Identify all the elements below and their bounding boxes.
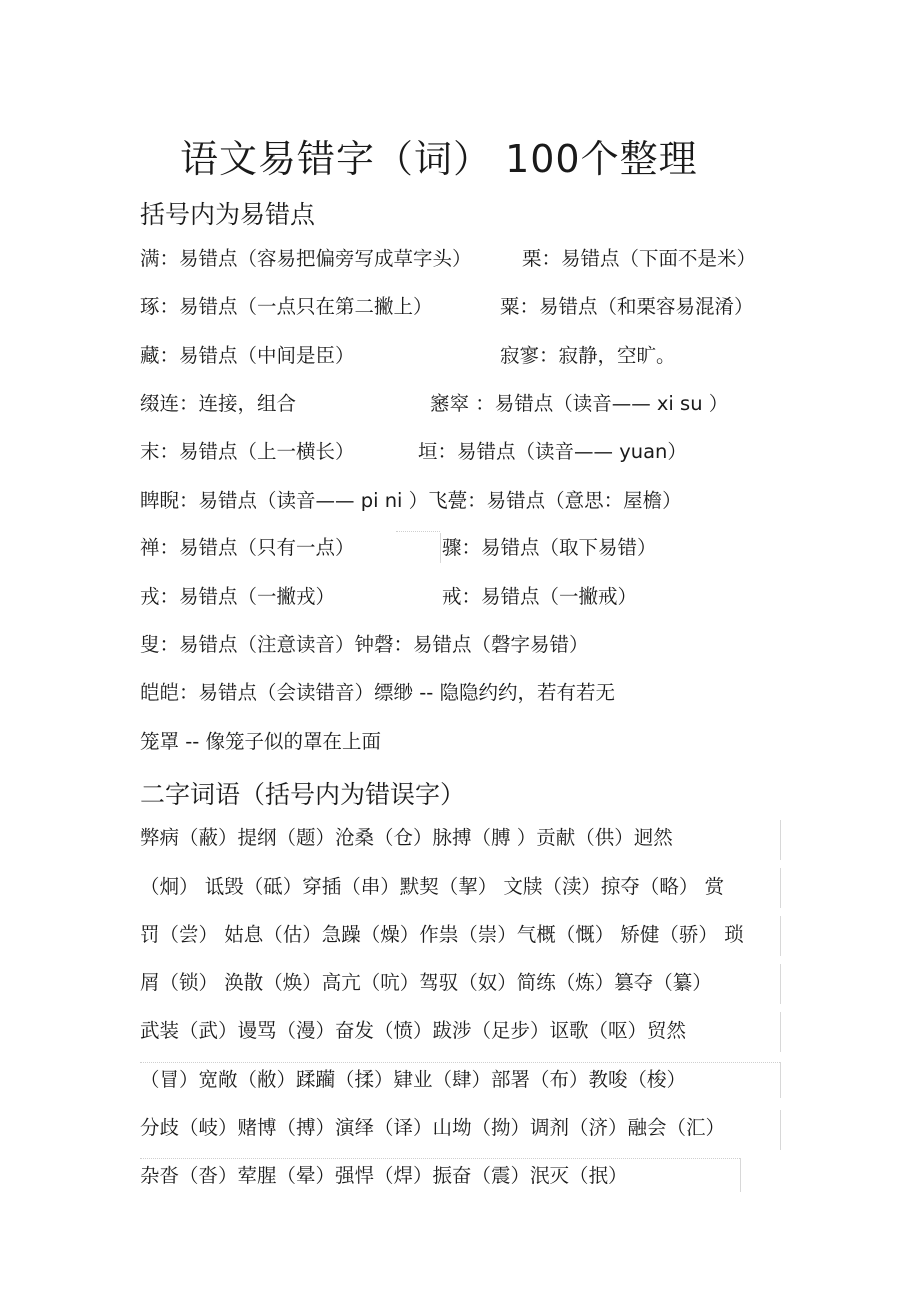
word-line: 杂沓（沓）荤腥（晕）强悍（焊）振奋（震）泯灭（抿） xyxy=(140,1164,628,1187)
word-line: 分歧（岐）赌博（搏）演绎（译）山坳（拗）调剂（济）融会（汇） xyxy=(140,1116,726,1139)
entry-row xyxy=(140,727,381,757)
divider xyxy=(740,1158,741,1192)
word-line: 罚（尝） 姑息（估）急躁（燥）作祟（崇）气概（慨） 矫健（骄） 琐 xyxy=(140,923,744,946)
word-line: 弊病（蔽）提纲（题）沧桑（仓）脉搏（膊 ）贡献（供）迥然 xyxy=(140,826,673,849)
word-line: （炯） 诋毁（砥）穿插（串）默契（挈） 文牍（渎）掠夺（略） 赏 xyxy=(140,875,725,898)
section-heading-1: 括号内为易错点 xyxy=(140,200,316,229)
entry-row xyxy=(140,533,355,563)
entry-left: 睥睨：易错点（读音—— pi ni ）飞甍：易错点（意思：屋檐） xyxy=(140,489,682,512)
entry-left: 满：易错点（容易把偏旁写成草字头） xyxy=(140,247,472,270)
divider xyxy=(780,1110,781,1150)
entry-row xyxy=(140,678,615,708)
entry-right: 粟：易错点（和栗容易混淆） xyxy=(500,295,754,318)
section-heading-2: 二字词语（括号内为错误字） xyxy=(140,780,466,809)
divider xyxy=(396,531,440,532)
entry-row xyxy=(140,437,355,467)
entry-row xyxy=(140,630,589,660)
entry-left: 缀连：连接，组合 xyxy=(140,392,297,415)
divider xyxy=(780,964,781,1004)
entry-row xyxy=(140,486,682,516)
entry-left: 戎：易错点（一撇戎） xyxy=(140,585,336,608)
entry-row xyxy=(140,292,433,322)
entry-left: 禅：易错点（只有一点） xyxy=(140,536,355,559)
entry-right: 戒：易错点（一撇戒） xyxy=(442,585,638,608)
entry-row xyxy=(140,341,355,371)
divider xyxy=(140,1158,740,1159)
divider xyxy=(780,1062,781,1098)
divider xyxy=(780,820,781,860)
word-line: （冒）宽敞（敝）蹂躏（揉）肄业（肆）部署（布）教唆（梭） xyxy=(140,1068,687,1091)
entry-left: 笼罩 -- 像笼子似的罩在上面 xyxy=(140,730,381,753)
entry-right: 骤：易错点（取下易错） xyxy=(442,536,657,559)
entry-left: 末：易错点（上一横长） xyxy=(140,440,355,463)
entry-row xyxy=(140,244,472,274)
entry-left: 琢：易错点（一点只在第二撇上） xyxy=(140,295,433,318)
entry-right: 窸窣 ：易错点（读音—— xi su ） xyxy=(430,392,729,415)
entry-right: 垣：易错点（读音—— yuan） xyxy=(418,440,687,463)
divider xyxy=(440,533,441,563)
divider xyxy=(780,1012,781,1052)
entry-left: 藏：易错点（中间是臣） xyxy=(140,344,355,367)
page-title: 语文易错字（词） 100个整理 xyxy=(180,137,698,181)
word-line: 屑（锁） 涣散（焕）高亢（吭）驾驭（奴）简练（炼）篡夺（纂） xyxy=(140,971,712,994)
entry-right: 栗：易错点（下面不是米） xyxy=(522,247,757,270)
entry-right: 寂寥：寂静，空旷。 xyxy=(500,344,676,367)
entry-left: 叟：易错点（注意读音）钟磬：易错点（磬字易错） xyxy=(140,633,589,656)
divider xyxy=(780,868,781,908)
entry-row xyxy=(140,389,296,419)
word-line: 武装（武）谩骂（漫）奋发（愤）跋涉（足步）讴歌（呕）贸然 xyxy=(140,1019,687,1042)
entry-row xyxy=(140,582,335,612)
divider xyxy=(140,1062,780,1063)
entry-left: 皑皑：易错点（会读错音）缥缈 -- 隐隐约约，若有若无 xyxy=(140,681,615,704)
divider xyxy=(780,916,781,956)
